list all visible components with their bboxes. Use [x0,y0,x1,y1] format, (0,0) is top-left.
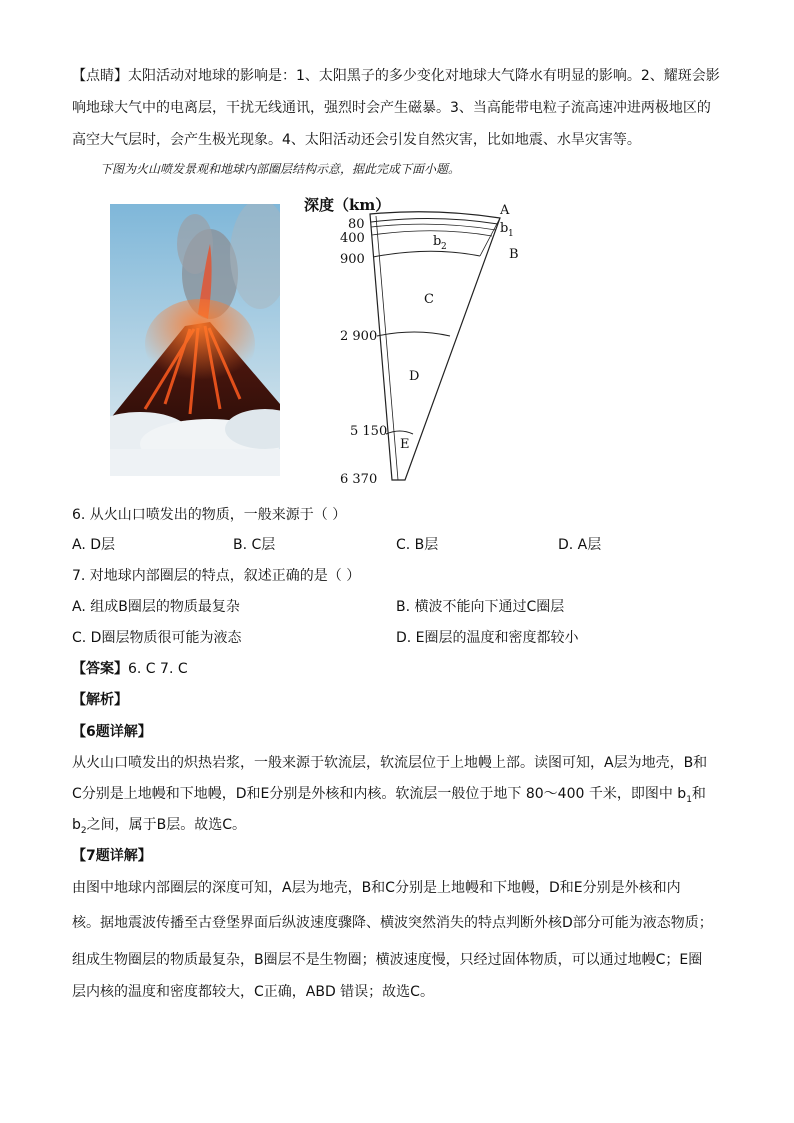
d6-line-3-sub: 2 [80,825,87,836]
boundary-crust-inner [371,224,496,230]
depth-6370: 6 370 [340,472,378,487]
d6-line-2 [72,784,722,810]
q6-option-c[interactable]: C. B层 [396,537,439,553]
d6-heading: 【6题详解】 [72,724,152,740]
d7-line-2: 核。据地震波传播至古登堡界面后纵波速度骤降、横波突然消失的特点判断外核D部分可能为液态物质； [72,915,713,931]
b-leader [480,218,500,256]
wedge-outline [370,212,500,480]
d6-line-2b: 和 [691,786,706,802]
depth-400: 400 [340,231,365,246]
d6-line-1: 从火山口喷发出的炽热岩浆，一般来源于软流层，软流层位于上地幔上部。读图可知，A层为地壳，B和 [72,755,708,771]
d6-line-3 [72,815,722,841]
d6-line-3a: b [72,817,81,833]
q7-option-d[interactable]: D. E圈层的温度和密度都较小 [396,630,579,646]
earth-structure-diagram [300,190,540,490]
depth-2900: 2 900 [340,329,378,344]
d6-line-2a: C分别是上地幔和下地幔，D和E分别是外核和内核。软流层一般位于地下 80～400 千米，即图中 b [72,786,687,802]
q7-option-a[interactable]: A. 组成B圈层的物质最复杂 [72,599,240,615]
d7-line-1: 由图中地球内部圈层的深度可知，A层为地壳，B和C分别是上地幔和下地幔，D和E分别是外核和内 [72,880,681,896]
d7-line-4: 层内核的温度和密度都较大，C正确，ABD 错误；故选C。 [72,984,434,1000]
label-b1-sub: 1 [508,229,514,239]
answer-text: 6. C 7. C [128,661,188,677]
volcano-photo [110,204,280,476]
answer-line [72,659,722,679]
answer-label: 【答案】 [72,661,128,677]
label-A: A [500,203,510,218]
q7-option-b[interactable]: B. 横波不能向下通过C圈层 [396,599,565,615]
q6-stem: 6. 从火山口喷发出的物质，一般来源于（ ） [72,507,347,523]
label-C: C [424,292,434,307]
label-b2: b [433,234,442,249]
q6-option-a[interactable]: A. D层 [72,537,116,553]
intro-line-3: 高空大气层时，会产生极光现象。4、太阳活动还会引发自然灾害，比如地震、水旱灾害等。 [72,132,641,148]
boundary-400 [372,231,492,236]
d7-line-3: 组成生物圈层的物质最复杂，B圈层不是生物圈；横波速度慢，只经过固体物质，可以通过地幔C；E圈 [72,952,703,968]
d6-line-2-sub: 1 [686,794,692,805]
d7-heading: 【7题详解】 [72,848,152,864]
q6-option-d[interactable]: D. A层 [558,537,602,553]
d6-line-3b: 之间，属于B层。故选C。 [86,817,247,833]
label-D: D [409,369,420,384]
label-b2-sub: 2 [441,242,447,252]
label-b1: b [500,221,509,236]
depth-900: 900 [340,252,365,267]
label-E: E [400,437,410,452]
q7-stem: 7. 对地球内部圈层的特点，叙述正确的是（ ） [72,568,361,584]
boundary-80 [371,218,498,224]
intro-line-1: 【点睛】太阳活动对地球的影响是：1、太阳黑子的多少变化对地球大气降水有明显的影响。2、耀斑会影 [72,68,720,84]
diagram-title: 深度（km） [304,196,391,214]
boundary-900 [373,251,480,257]
depth-80: 80 [348,217,365,232]
analysis-label: 【解析】 [72,692,128,708]
boundary-2900 [377,332,450,336]
depth-5150: 5 150 [350,424,388,439]
figure-caption: 下图为火山喷发景观和地球内部圈层结构示意，据此完成下面小题。 [100,162,461,176]
boundary-5150 [386,431,413,434]
q7-option-c[interactable]: C. D圈层物质很可能为液态 [72,630,242,646]
label-B: B [509,247,519,262]
intro-line-2: 响地球大气中的电离层，干扰无线通讯，强烈时会产生磁暴。3、当高能带电粒子流高速冲进两极地区的 [72,100,711,116]
q6-option-b[interactable]: B. C层 [233,537,276,553]
